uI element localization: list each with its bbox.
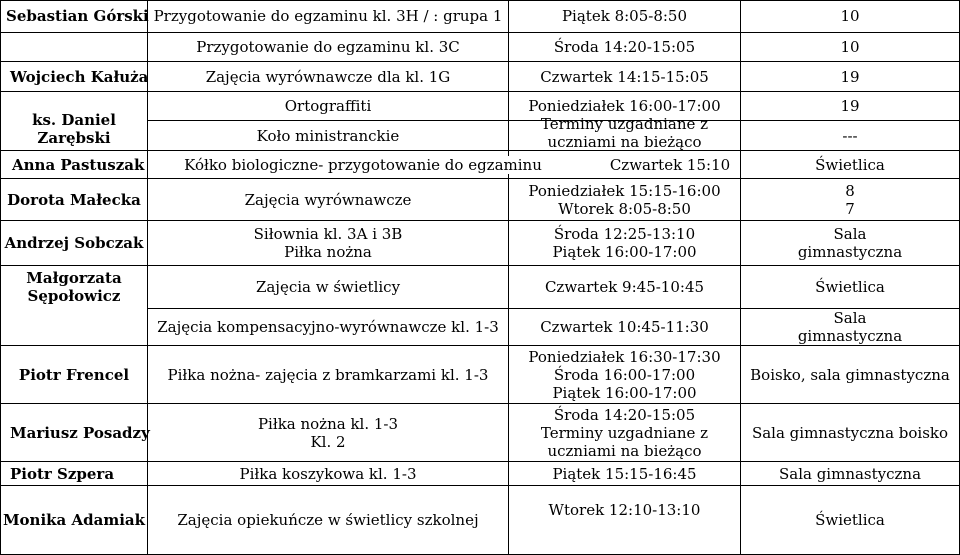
teacher-cell: [1, 266, 147, 308]
time-text: Środa 12:25-13:10: [553, 225, 696, 243]
teacher-name: Mariusz Posadzy: [10, 423, 150, 442]
place-text: Sala: [833, 225, 867, 243]
place-text: Sala: [833, 309, 867, 327]
place-text: Sala gimnastyczna boisko: [751, 423, 949, 442]
time-text: Środa 14:20-15:05: [553, 405, 696, 424]
activity-text: Kółko biologiczne- przygotowanie do egzaminu: [184, 155, 542, 174]
time-cell: [509, 0, 740, 32]
teacher-name: Małgorzata: [26, 269, 122, 287]
place-cell: [741, 404, 959, 461]
activity-cell: [148, 462, 508, 485]
time-text: uczniami na bieżąco: [547, 133, 702, 151]
time-text: Czwartek 9:45-10:45: [544, 278, 705, 296]
teacher-name: ks. Daniel: [32, 111, 116, 129]
teacher-cell: [1, 500, 147, 540]
activity-text: Ortograffiti: [284, 97, 372, 115]
activity-text: Zajęcia kompensacyjno-wyrównawcze kl. 1-3: [157, 318, 499, 336]
time-cell: [509, 404, 740, 461]
teacher-cell: [1, 108, 147, 150]
teacher-name: Sebastian Górski: [6, 7, 149, 25]
place-text: Świetlica: [815, 155, 885, 174]
time-text: Poniedziałek 15:15-16:00: [528, 181, 721, 200]
teacher-name: Andrzej Sobczak: [4, 234, 144, 252]
teacher-cell: [12, 151, 147, 178]
time-text: Czwartek 15:10: [609, 155, 731, 174]
activity-cell: [148, 266, 508, 308]
time-text: Poniedziałek 16:30-17:30: [528, 347, 721, 366]
place-cell: [741, 462, 959, 485]
activity-text: Piłka nożna kl. 1-3: [257, 414, 399, 433]
teacher-cell: [6, 0, 149, 32]
place-text: Sala gimnastyczna: [778, 464, 922, 483]
activity-cell: [148, 404, 508, 461]
activity-text: Zajęcia wyrównawcze: [244, 190, 412, 209]
activity-text: Siłownia kl. 3A i 3B: [253, 225, 403, 243]
activity-cell: [148, 500, 508, 540]
time-cell: [509, 490, 740, 530]
place-text: 10: [840, 38, 860, 56]
place-cell: [741, 62, 959, 91]
place-text: ---: [842, 126, 858, 145]
teacher-cell: [10, 62, 149, 91]
place-text: 19: [840, 67, 860, 86]
time-text: Czwartek 10:45-11:30: [540, 318, 709, 336]
time-text: Terminy uzgadniane z: [540, 423, 709, 442]
activity-cell: [148, 221, 508, 265]
activity-cell: [148, 33, 508, 61]
activity-cell: [148, 151, 578, 178]
place-text: gimnastyczna: [797, 327, 903, 345]
time-text: Wtorek 8:05-8:50: [558, 199, 691, 218]
time-cell: [509, 221, 740, 265]
teacher-cell: [1, 221, 147, 265]
activity-text: Piłka nożna- zajęcia z bramkarzami kl. 1-3: [167, 365, 489, 384]
activity-text: Piłka koszykowa kl. 1-3: [239, 464, 417, 483]
time-cell: [509, 309, 740, 345]
time-cell: [509, 62, 740, 91]
teacher-cell: [10, 462, 147, 485]
time-text: Wtorek 12:10-13:10: [548, 501, 701, 519]
time-text: Piątek 8:05-8:50: [561, 7, 688, 25]
place-cell: [741, 179, 959, 220]
teacher-name: Piotr Szpera: [10, 464, 115, 483]
activity-cell: [148, 121, 508, 150]
time-cell: [509, 33, 740, 61]
place-cell: [741, 346, 959, 403]
teacher-name: Piotr Frencel: [18, 365, 130, 384]
row-divider: [0, 485, 960, 486]
time-cell: [509, 346, 740, 403]
place-text: gimnastyczna: [797, 243, 903, 261]
activity-text: Przygotowanie do egzaminu kl. 3C: [196, 38, 460, 56]
teacher-name: Monika Adamiak: [2, 511, 146, 529]
teacher-name: Anna Pastuszak: [12, 155, 145, 174]
time-text: uczniami na bieżąco: [547, 441, 702, 460]
teacher-cell: [1, 346, 147, 403]
place-text: 19: [840, 97, 860, 115]
teacher-cell: [10, 404, 150, 461]
time-text: Piątek 16:00-17:00: [552, 383, 697, 402]
activity-cell: [148, 92, 508, 120]
time-cell: [509, 179, 740, 220]
activity-text: Koło ministranckie: [256, 126, 400, 145]
time-text: Terminy uzgadniane z: [540, 115, 709, 133]
place-cell: [741, 121, 959, 150]
place-cell: [741, 0, 959, 32]
activity-text: Zajęcia wyrównawcze dla kl. 1G: [205, 67, 451, 86]
place-cell: [741, 33, 959, 61]
activity-text: Zajęcia w świetlicy: [255, 278, 401, 296]
teacher-name: Zarębski: [37, 129, 111, 147]
place-cell: [741, 221, 959, 265]
time-text: Czwartek 14:15-15:05: [540, 67, 709, 86]
activity-cell: [148, 309, 508, 345]
place-cell: [741, 151, 959, 178]
time-cell: [509, 462, 740, 485]
place-text: Boisko, sala gimnastyczna: [750, 365, 950, 384]
teacher-name: Sępołowicz: [27, 287, 121, 305]
place-cell: [741, 309, 959, 345]
activity-cell: [148, 0, 508, 32]
place-cell: [741, 266, 959, 308]
place-text: 8: [845, 181, 855, 200]
activity-text: Przygotowanie do egzaminu kl. 3H / : grupa 1: [153, 7, 503, 25]
place-text: 7: [845, 199, 855, 218]
time-text: Poniedziałek 16:00-17:00: [528, 97, 721, 115]
activity-text: Piłka nożna: [284, 243, 372, 261]
place-cell: [741, 500, 959, 540]
place-cell: [741, 92, 959, 120]
time-text: Środa 14:20-15:05: [553, 38, 696, 56]
time-cell: [509, 266, 740, 308]
time-cell: [509, 112, 740, 154]
teacher-name: Dorota Małecka: [7, 190, 141, 209]
place-text: 10: [840, 7, 860, 25]
time-text: Środa 16:00-17:00: [553, 365, 696, 384]
place-text: Świetlica: [815, 278, 885, 296]
teacher-name: Wojciech Kałuża: [10, 67, 149, 86]
activity-cell: [148, 346, 508, 403]
time-text: Piątek 15:15-16:45: [552, 464, 697, 483]
activity-cell: [148, 179, 508, 220]
activity-text: Kl. 2: [310, 432, 346, 451]
teacher-cell: [1, 179, 147, 220]
activity-text: Zajęcia opiekuńcze w świetlicy szkolnej: [177, 511, 479, 529]
place-text: Świetlica: [815, 511, 885, 529]
time-text: Piątek 16:00-17:00: [552, 243, 697, 261]
activity-cell: [148, 62, 508, 91]
